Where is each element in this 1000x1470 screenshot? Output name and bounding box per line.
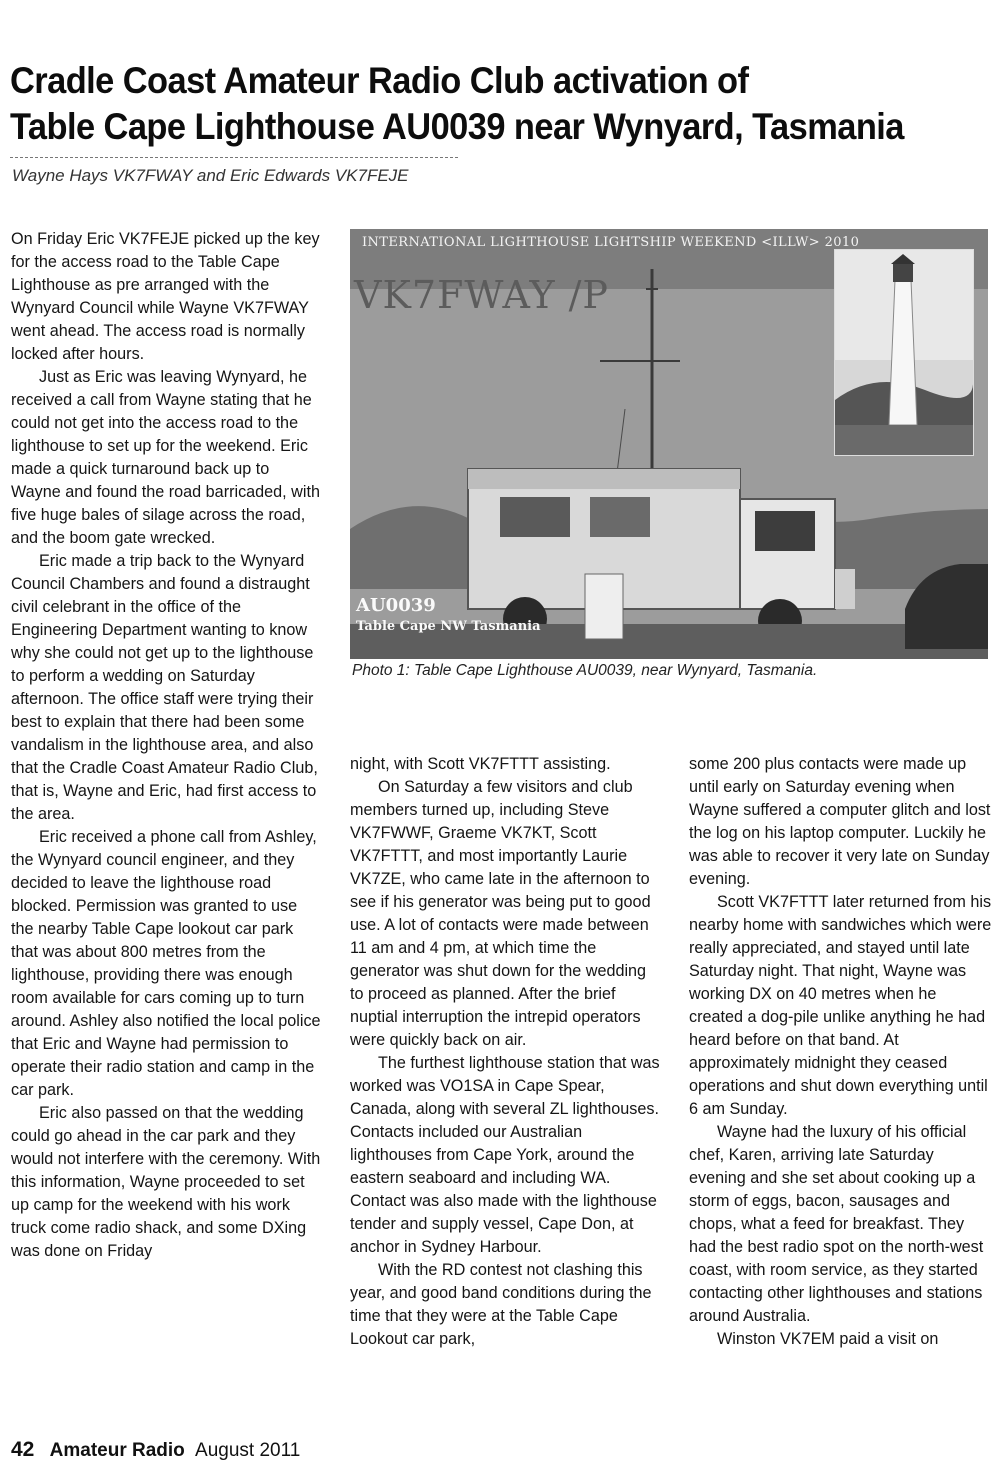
paragraph: On Friday Eric VK7FEJE picked up the key for the access road to the Table Cape Lighthouse as pre arranged with the Wynyard Council while Wayne VK7FWAY went ahead. The access road is normally locked after hours. [11,230,320,363]
photo-banner-text: INTERNATIONAL LIGHTHOUSE LIGHTSHIP WEEKEND <ILLW> 2010 [362,235,860,250]
paragraph: On Saturday a few visitors and club members turned up, including Steve VK7FWWF, Graeme VK7KT, Scott VK7FTTT, and most importantly Laurie VK7ZE, who came late in the afternoon to see if his generator was being put to good use. A lot of contacts were made between 11 am and 4 pm, at which time the generator was shut down for the wedding to proceed as planned. After the brief nuptial interruption the intrepid operators were quickly back on air. [350,778,651,1049]
photo-reference: AU0039 [356,595,436,616]
paragraph: With the RD contest not clashing this year, and good band conditions during the time that they were at the Table Cape Lookout car park, [350,1261,652,1348]
photo-callsign: VK7FWAY /P [354,273,609,317]
text-column-3 [689,753,994,1351]
paragraph: Wayne had the luxury of his official chef, Karen, arriving late Saturday evening and she set about cooking up a storm of eggs, bacon, sausages and chops, what a feed for breakfast. They had the best radio spot on the north-west coast, with room service, as they started contacting other lighthouses and stations around Australia. [689,1123,984,1325]
page-number: 42 [11,1438,35,1461]
paragraph: night, with Scott VK7FTTT assisting. [350,755,611,773]
text-column-1 [11,228,323,1263]
photo-lighthouse-station [350,229,988,659]
paragraph: Winston VK7EM paid a visit on [717,1330,939,1348]
photo-location: Table Cape NW Tasmania [356,619,541,634]
text-column-2 [350,753,660,1351]
byline: Wayne Hays VK7FWAY and Eric Edwards VK7FEJE [12,166,409,185]
photo-inset-lighthouse [834,249,974,456]
photo-caption: Photo 1: Table Cape Lighthouse AU0039, near Wynyard, Tasmania. [352,662,818,679]
paragraph: Eric also passed on that the wedding could go ahead in the car park and they would not interfere with the ceremony. With this information, Wayne proceeded to set up camp for the weekend with his work truck come radio shack, and some DXing was done on Friday [11,1104,321,1260]
paragraph: The furthest lighthouse station that was worked was VO1SA in Cape Spear, Canada, along with several ZL lighthouses. Contacts included our Australian lighthouses from Cape York, around the eastern seaboard and including WA. Contact was also made with the lighthouse tender and supply vessel, Cape Don, at anchor in Sydney Harbour. [350,1054,660,1256]
page-footer [11,1438,300,1462]
magazine-name: Amateur Radio [49,1440,185,1461]
paragraph: some 200 plus contacts were made up until early on Saturday evening when Wayne suffered a computer glitch and lost the log on his laptop computer. Luckily he was able to recover it very late on Sunday evening. [689,755,991,888]
paragraph: Scott VK7FTTT later returned from his nearby home with sandwiches which were really appreciated, and stayed until late Saturday night. That night, Wayne was working DX on 40 metres when he created a dog-pile unlike anything he had heard before on that band. At approximately midnight they ceased operations and shut down everything until 6 am Sunday. [689,893,992,1118]
title-line-1: Cradle Coast Amateur Radio Club activation of [10,60,749,101]
paragraph: Eric received a phone call from Ashley, the Wynyard council engineer, and they decided to leave the lighthouse road blocked. Permission was granted to use the nearby Table Cape lookout car park that was about 800 metres from the lighthouse, providing there was enough room available for cars coming up to turn around. Ashley also notified the local police that Eric and Wayne had permission to operate their radio station and camp in the car park. [11,828,321,1099]
title-line-2: Table Cape Lighthouse AU0039 near Wynyard, Tasmania [10,106,904,147]
paragraph: Just as Eric was leaving Wynyard, he received a call from Wayne stating that he could not get into the access road to the lighthouse to set up for the weekend. Eric made a quick turnaround back up to Wayne and found the road barricaded, with five huge bales of silage across the road, and the boom gate wrecked. [11,368,320,547]
lighthouse-inset-image [835,250,973,455]
article-title [10,58,921,150]
paragraph: Eric made a trip back to the Wynyard Council Chambers and found a distraught civil celebrant in the office of the Engineering Department wanting to know why she could not get up to the lighthouse to perform a wedding on Saturday afternoon. The office staff were trying their best to explain that there had been some vandalism in the lighthouse area, and also that the Cradle Coast Amateur Radio Club, that is, Wayne and Eric, had first access to the area. [11,552,318,823]
issue-date: August 2011 [195,1440,301,1461]
title-divider [10,157,458,158]
